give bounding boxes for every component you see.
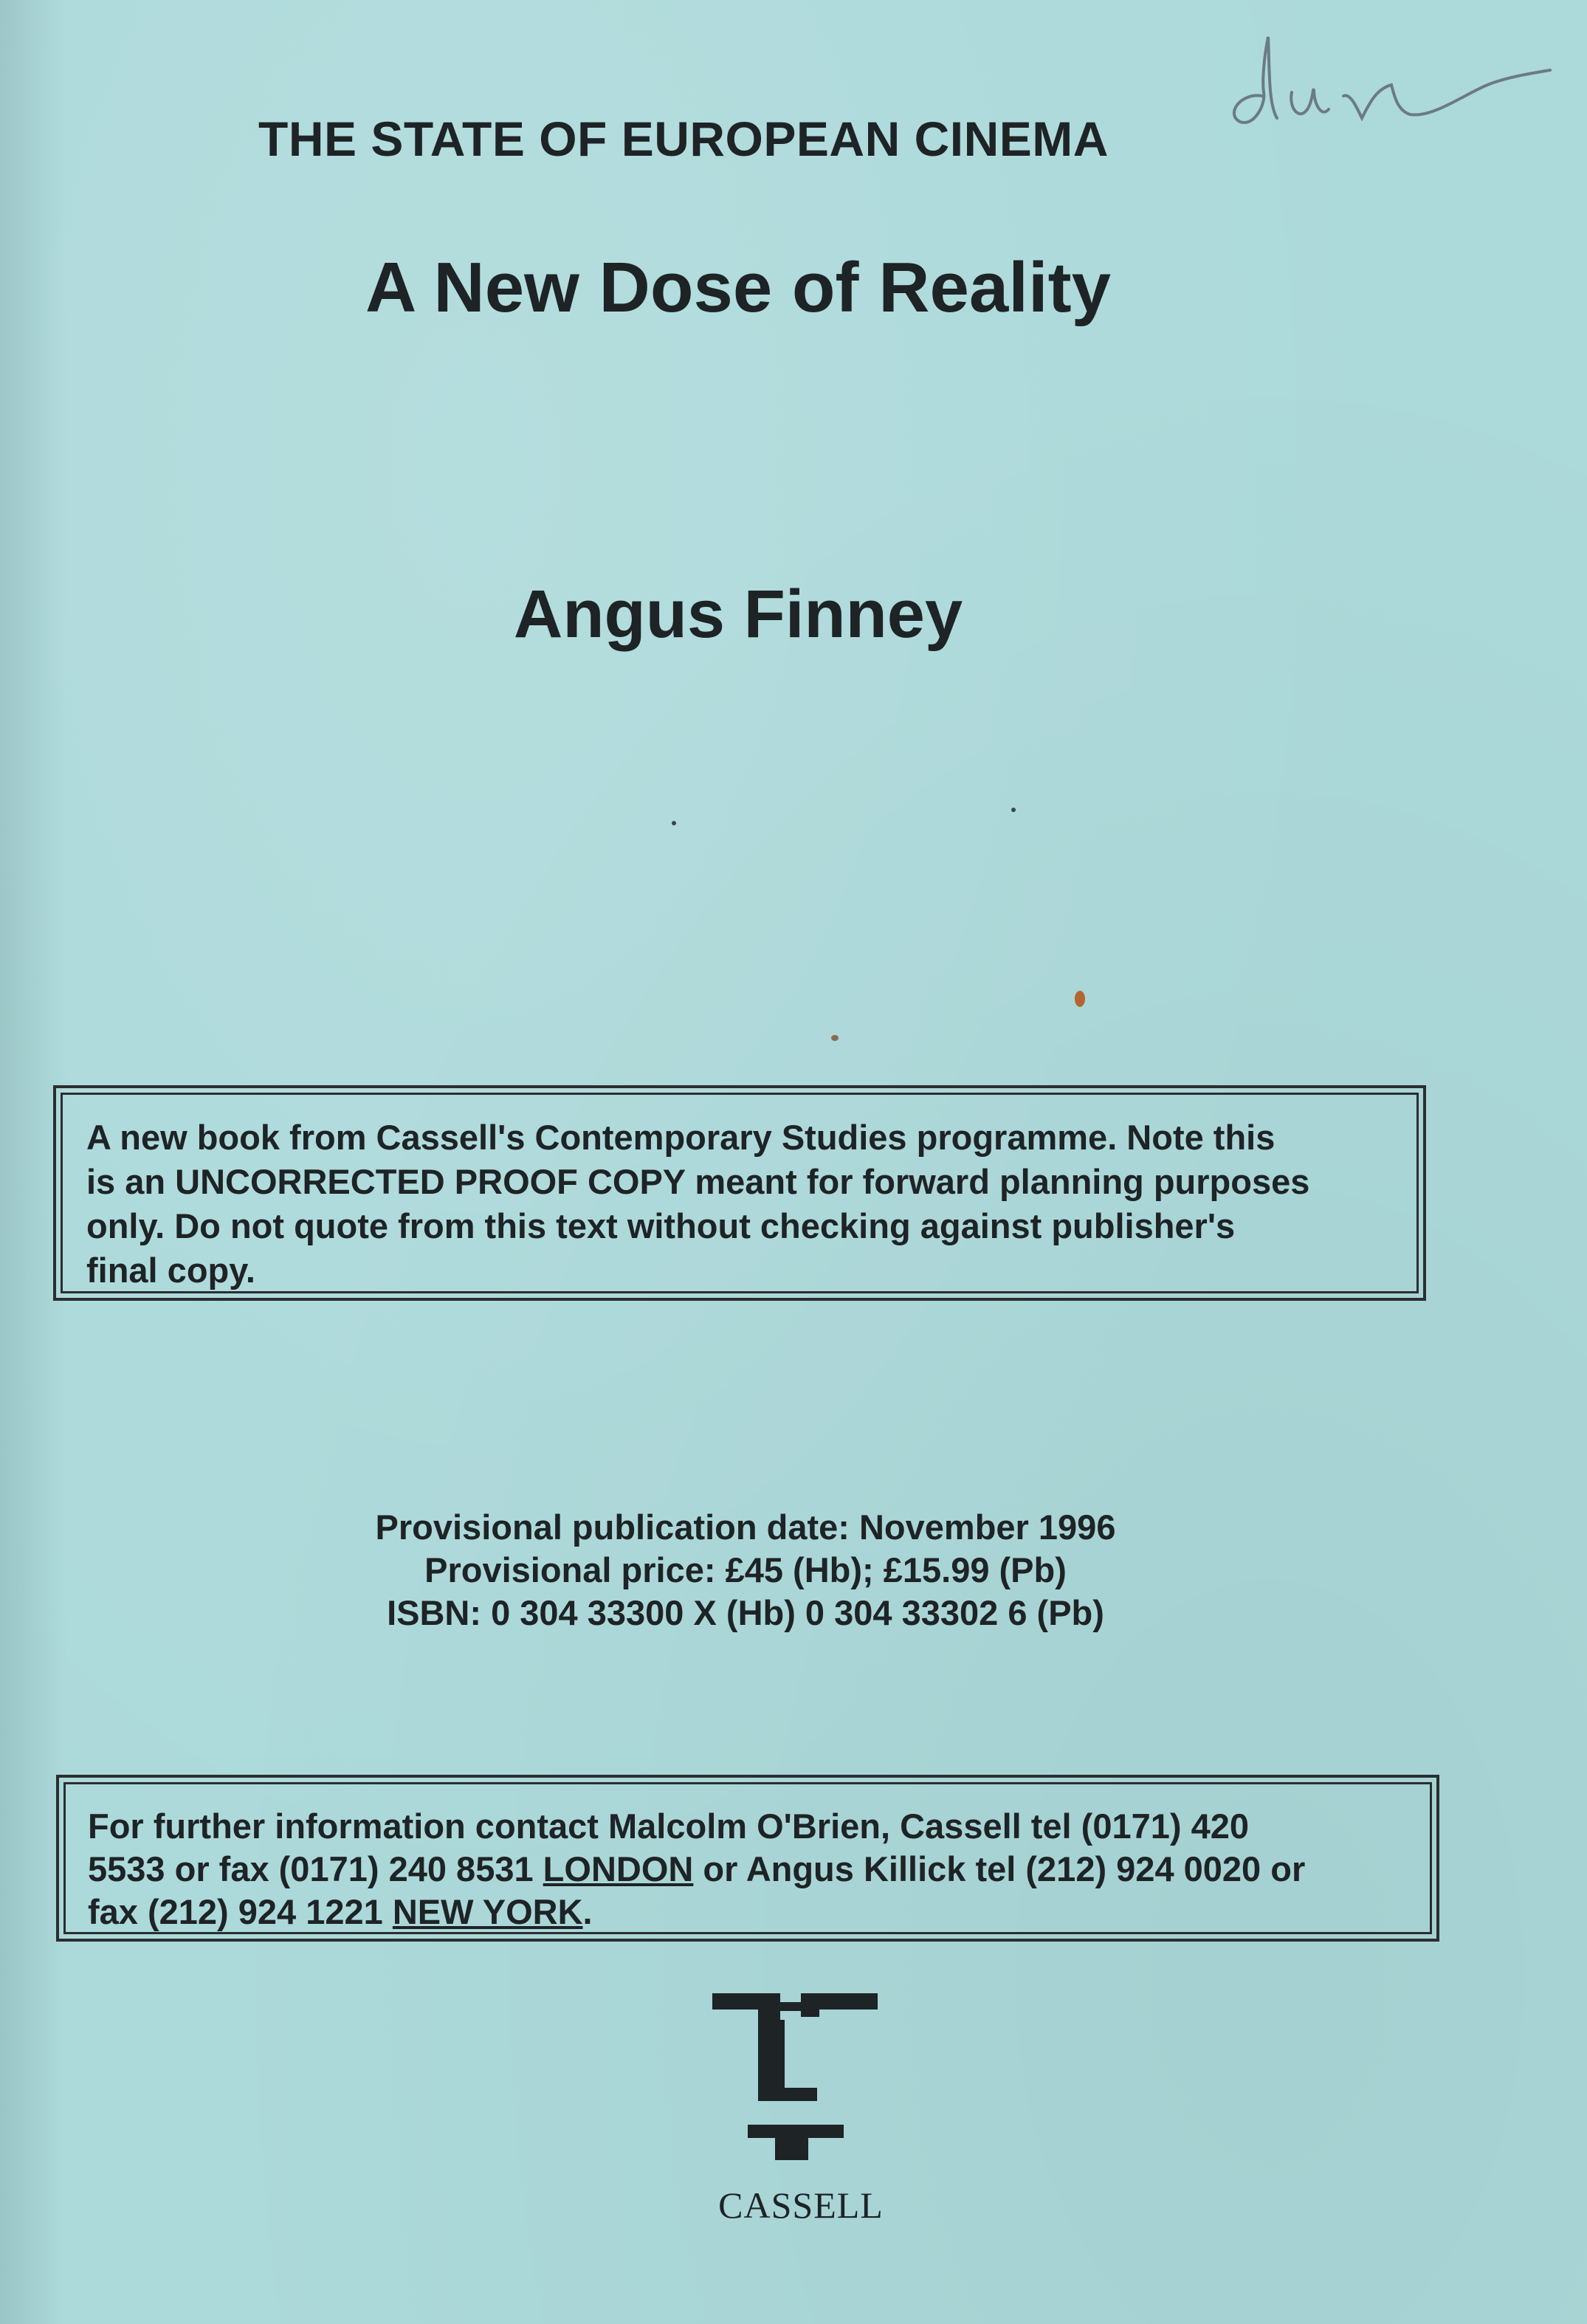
book-title: A New Dose of Reality [365, 248, 1111, 327]
ink-speck [831, 1035, 839, 1041]
publisher-name: CASSELL [718, 2184, 884, 2226]
contact-text: For further information contact Malcolm O'Brien, Cassell tel (0171) 420 5533 or fax (0171) 240 8531 LONDON or Angus Killick tel (212) 924 0020 or fax (212) 924 1221 NEW YORK. [88, 1806, 1306, 1931]
notice-line: only. Do not quote from this text without checking against publisher's [86, 1206, 1236, 1245]
price: Provisional price: £45 (Hb); £15.99 (Pb) [424, 1550, 1067, 1589]
city-london: LONDON [543, 1849, 694, 1888]
proof-notice-text [63, 1095, 1416, 1293]
isbn: ISBN: 0 304 33300 X (Hb) 0 304 33302 6 (Pb) [387, 1593, 1104, 1632]
publication-info [0, 1506, 1491, 1634]
contact-box [56, 1775, 1439, 1942]
proof-notice-box [53, 1085, 1426, 1301]
notice-line: is an UNCORRECTED PROOF COPY meant for forward planning purposes [86, 1162, 1310, 1201]
author-name: Angus Finney [513, 577, 963, 652]
notice-line: A new book from Cassell's Contemporary Studies programme. Note this [86, 1118, 1276, 1157]
cassell-logo-icon [712, 1987, 882, 2165]
city-new-york: NEW YORK [392, 1892, 583, 1931]
publication-date: Provisional publication date: November 1996 [375, 1507, 1116, 1547]
ink-speck [672, 821, 676, 825]
rust-speck [1075, 991, 1085, 1007]
series-title: THE STATE OF EUROPEAN CINEMA [258, 111, 1109, 166]
notice-line: final copy. [86, 1251, 255, 1290]
handwritten-note-icon [1211, 22, 1580, 133]
ink-speck [1011, 808, 1016, 812]
contact-line: For further information contact Malcolm O'Brien, Cassell tel (0171) 420 [88, 1806, 1250, 1846]
